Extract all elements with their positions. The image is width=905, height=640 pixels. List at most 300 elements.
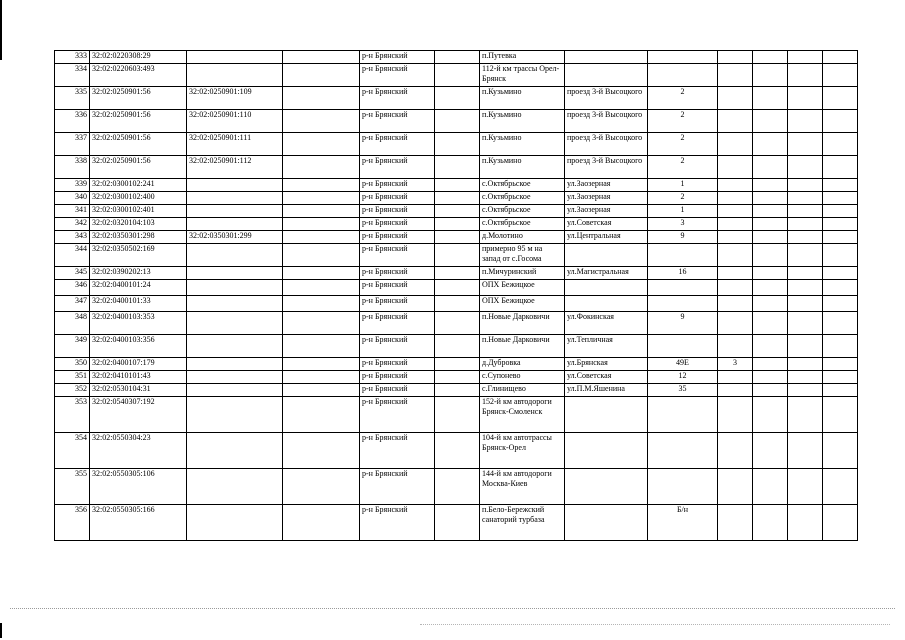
blank-cell (753, 469, 788, 505)
cadastral-number: 32:02:0390202:13 (90, 267, 187, 280)
blank-cell (823, 384, 858, 397)
blank-cell (283, 335, 360, 358)
building-number (718, 384, 753, 397)
blank-cell (753, 156, 788, 179)
table-row (55, 218, 858, 231)
locality: п.Новые Дарковичи (480, 335, 565, 358)
house-number (648, 469, 718, 505)
cadastral-number: 32:02:0300102:241 (90, 179, 187, 192)
district: р-н Брянский (360, 51, 435, 64)
street: ул.Заозерная (565, 179, 648, 192)
blank-cell (823, 267, 858, 280)
blank-cell (788, 433, 823, 469)
building-number (718, 179, 753, 192)
blank-cell (283, 179, 360, 192)
district: р-н Брянский (360, 133, 435, 156)
blank-cell (283, 64, 360, 87)
scan-noise-line-2 (420, 624, 890, 625)
related-cadastral-number: 32:02:0350301:299 (187, 231, 283, 244)
blank-cell (283, 205, 360, 218)
blank-cell (753, 371, 788, 384)
street: ул.Заозерная (565, 205, 648, 218)
blank-cell (435, 335, 480, 358)
blank-cell (788, 179, 823, 192)
table-row (55, 179, 858, 192)
table-row (55, 280, 858, 296)
row-number: 340 (55, 192, 90, 205)
table-row (55, 371, 858, 384)
locality: примерно 95 м на запад от с.Госома (480, 244, 565, 267)
table-row (55, 312, 858, 335)
blank-cell (823, 358, 858, 371)
building-number (718, 205, 753, 218)
blank-cell (435, 296, 480, 312)
district: р-н Брянский (360, 358, 435, 371)
table-row (55, 133, 858, 156)
locality: п.Новые Дарковичи (480, 312, 565, 335)
blank-cell (823, 335, 858, 358)
related-cadastral-number (187, 397, 283, 433)
related-cadastral-number: 32:02:0250901:109 (187, 87, 283, 110)
blank-cell (435, 505, 480, 541)
blank-cell (823, 179, 858, 192)
cadastral-number: 32:02:0220308:29 (90, 51, 187, 64)
district: р-н Брянский (360, 335, 435, 358)
street (565, 64, 648, 87)
cadastral-number: 32:02:0250901:56 (90, 133, 187, 156)
blank-cell (823, 397, 858, 433)
blank-cell (823, 469, 858, 505)
street (565, 505, 648, 541)
blank-cell (753, 51, 788, 64)
street: ул.Брянская (565, 358, 648, 371)
blank-cell (753, 133, 788, 156)
blank-cell (788, 64, 823, 87)
street (565, 469, 648, 505)
related-cadastral-number (187, 505, 283, 541)
row-number: 336 (55, 110, 90, 133)
district: р-н Брянский (360, 110, 435, 133)
cadastral-number: 32:02:0400101:24 (90, 280, 187, 296)
blank-cell (283, 312, 360, 335)
house-number: 12 (648, 371, 718, 384)
cadastral-number: 32:02:0530104:31 (90, 384, 187, 397)
blank-cell (753, 505, 788, 541)
row-number: 353 (55, 397, 90, 433)
row-number: 349 (55, 335, 90, 358)
blank-cell (823, 371, 858, 384)
blank-cell (753, 296, 788, 312)
blank-cell (435, 244, 480, 267)
blank-cell (788, 267, 823, 280)
blank-cell (753, 312, 788, 335)
house-number (648, 397, 718, 433)
locality: п.Кузьмино (480, 110, 565, 133)
blank-cell (823, 133, 858, 156)
cadastral-number: 32:02:0300102:401 (90, 205, 187, 218)
related-cadastral-number (187, 244, 283, 267)
table-row (55, 156, 858, 179)
blank-cell (435, 433, 480, 469)
district: р-н Брянский (360, 505, 435, 541)
table-row (55, 231, 858, 244)
blank-cell (788, 469, 823, 505)
cadastral-number: 32:02:0300102:400 (90, 192, 187, 205)
house-number: 1 (648, 205, 718, 218)
street (565, 51, 648, 64)
blank-cell (283, 192, 360, 205)
table-row (55, 384, 858, 397)
street (565, 296, 648, 312)
building-number (718, 296, 753, 312)
blank-cell (283, 244, 360, 267)
table-row (55, 296, 858, 312)
building-number (718, 312, 753, 335)
row-number: 348 (55, 312, 90, 335)
blank-cell (753, 205, 788, 218)
related-cadastral-number (187, 51, 283, 64)
blank-cell (823, 192, 858, 205)
blank-cell (788, 156, 823, 179)
district: р-н Брянский (360, 231, 435, 244)
table-row (55, 433, 858, 469)
locality: с.Октябрьское (480, 192, 565, 205)
district: р-н Брянский (360, 218, 435, 231)
blank-cell (435, 280, 480, 296)
blank-cell (823, 205, 858, 218)
blank-cell (435, 133, 480, 156)
blank-cell (753, 87, 788, 110)
house-number: 2 (648, 156, 718, 179)
locality: п.Путевка (480, 51, 565, 64)
blank-cell (753, 358, 788, 371)
scan-edge-mark-top (0, 0, 2, 60)
street: ул.Советская (565, 218, 648, 231)
district: р-н Брянский (360, 64, 435, 87)
cadastral-number: 32:02:0550305:106 (90, 469, 187, 505)
house-number: 1 (648, 179, 718, 192)
locality: д.Дубровка (480, 358, 565, 371)
row-number: 338 (55, 156, 90, 179)
blank-cell (435, 218, 480, 231)
related-cadastral-number (187, 358, 283, 371)
house-number (648, 335, 718, 358)
district: р-н Брянский (360, 469, 435, 505)
blank-cell (435, 469, 480, 505)
house-number (648, 244, 718, 267)
blank-cell (283, 505, 360, 541)
blank-cell (283, 110, 360, 133)
row-number: 351 (55, 371, 90, 384)
blank-cell (788, 505, 823, 541)
related-cadastral-number (187, 384, 283, 397)
building-number (718, 505, 753, 541)
table-row (55, 205, 858, 218)
street: проезд 3-й Высоцкого (565, 133, 648, 156)
blank-cell (753, 218, 788, 231)
row-number: 344 (55, 244, 90, 267)
district: р-н Брянский (360, 312, 435, 335)
blank-cell (823, 433, 858, 469)
district: р-н Брянский (360, 244, 435, 267)
cadastral-number: 32:02:0350502:169 (90, 244, 187, 267)
locality: 152-й км автодороги Брянск-Смоленск (480, 397, 565, 433)
locality: п.Кузьмино (480, 87, 565, 110)
cadastral-number: 32:02:0250901:56 (90, 110, 187, 133)
district: р-н Брянский (360, 192, 435, 205)
street (565, 397, 648, 433)
blank-cell (283, 371, 360, 384)
blank-cell (823, 51, 858, 64)
row-number: 339 (55, 179, 90, 192)
related-cadastral-number: 32:02:0250901:110 (187, 110, 283, 133)
table-row (55, 87, 858, 110)
row-number: 355 (55, 469, 90, 505)
blank-cell (435, 110, 480, 133)
locality: п.Бело-Бережский санаторий турбаза (480, 505, 565, 541)
related-cadastral-number: 32:02:0250901:111 (187, 133, 283, 156)
district: р-н Брянский (360, 87, 435, 110)
related-cadastral-number (187, 371, 283, 384)
blank-cell (283, 156, 360, 179)
building-number: 3 (718, 358, 753, 371)
building-number (718, 469, 753, 505)
row-number: 337 (55, 133, 90, 156)
locality: с.Супонево (480, 371, 565, 384)
locality: с.Глинищево (480, 384, 565, 397)
blank-cell (283, 231, 360, 244)
locality: п.Кузьмино (480, 133, 565, 156)
house-number (648, 64, 718, 87)
blank-cell (823, 87, 858, 110)
house-number: 35 (648, 384, 718, 397)
blank-cell (753, 192, 788, 205)
blank-cell (435, 179, 480, 192)
blank-cell (788, 280, 823, 296)
blank-cell (823, 110, 858, 133)
row-number: 347 (55, 296, 90, 312)
blank-cell (823, 280, 858, 296)
street (565, 433, 648, 469)
blank-cell (823, 156, 858, 179)
building-number (718, 192, 753, 205)
table-row (55, 358, 858, 371)
district: р-н Брянский (360, 384, 435, 397)
house-number: 16 (648, 267, 718, 280)
house-number: 9 (648, 312, 718, 335)
blank-cell (788, 192, 823, 205)
cadastral-number: 32:02:0320104:103 (90, 218, 187, 231)
row-number: 343 (55, 231, 90, 244)
blank-cell (283, 384, 360, 397)
row-number: 342 (55, 218, 90, 231)
street: ул.Центральная (565, 231, 648, 244)
building-number (718, 244, 753, 267)
locality: ОПХ Бежицкое (480, 296, 565, 312)
street: ул.Заозерная (565, 192, 648, 205)
blank-cell (283, 296, 360, 312)
blank-cell (435, 231, 480, 244)
house-number: 2 (648, 110, 718, 133)
row-number: 341 (55, 205, 90, 218)
related-cadastral-number (187, 64, 283, 87)
blank-cell (788, 296, 823, 312)
district: р-н Брянский (360, 156, 435, 179)
blank-cell (823, 218, 858, 231)
locality: с.Октябрьское (480, 218, 565, 231)
blank-cell (283, 397, 360, 433)
table-row (55, 244, 858, 267)
street: ул.Фокинская (565, 312, 648, 335)
blank-cell (788, 358, 823, 371)
building-number (718, 280, 753, 296)
related-cadastral-number (187, 312, 283, 335)
table-row (55, 335, 858, 358)
row-number: 346 (55, 280, 90, 296)
row-number: 345 (55, 267, 90, 280)
building-number (718, 267, 753, 280)
house-number: 2 (648, 87, 718, 110)
row-number: 356 (55, 505, 90, 541)
blank-cell (823, 312, 858, 335)
cadastral-number: 32:02:0410101:43 (90, 371, 187, 384)
district: р-н Брянский (360, 205, 435, 218)
blank-cell (435, 64, 480, 87)
row-number: 334 (55, 64, 90, 87)
house-number (648, 296, 718, 312)
blank-cell (788, 87, 823, 110)
locality: с.Октябрьское (480, 179, 565, 192)
building-number (718, 231, 753, 244)
locality: п.Мичуринский (480, 267, 565, 280)
building-number (718, 87, 753, 110)
blank-cell (435, 397, 480, 433)
table-row (55, 397, 858, 433)
street (565, 244, 648, 267)
house-number: 3 (648, 218, 718, 231)
cadastral-number: 32:02:0540307:192 (90, 397, 187, 433)
building-number (718, 218, 753, 231)
blank-cell (435, 371, 480, 384)
building-number (718, 110, 753, 133)
district: р-н Брянский (360, 433, 435, 469)
related-cadastral-number (187, 205, 283, 218)
building-number (718, 133, 753, 156)
blank-cell (283, 87, 360, 110)
blank-cell (788, 384, 823, 397)
district: р-н Брянский (360, 179, 435, 192)
cadastral-number: 32:02:0400103:353 (90, 312, 187, 335)
blank-cell (283, 51, 360, 64)
scan-edge-mark-bottom (0, 623, 2, 638)
table-row (55, 469, 858, 505)
blank-cell (283, 469, 360, 505)
blank-cell (435, 267, 480, 280)
blank-cell (753, 397, 788, 433)
house-number: 49Е (648, 358, 718, 371)
building-number (718, 156, 753, 179)
blank-cell (788, 244, 823, 267)
cadastral-number: 32:02:0350301:298 (90, 231, 187, 244)
related-cadastral-number (187, 335, 283, 358)
blank-cell (435, 192, 480, 205)
blank-cell (753, 64, 788, 87)
district: р-н Брянский (360, 296, 435, 312)
blank-cell (435, 358, 480, 371)
locality: 112-й км трассы Орел-Брянск (480, 64, 565, 87)
related-cadastral-number (187, 192, 283, 205)
cadastral-number: 32:02:0550305:166 (90, 505, 187, 541)
table-row (55, 267, 858, 280)
related-cadastral-number (187, 179, 283, 192)
street: проезд 3-й Высоцкого (565, 110, 648, 133)
house-number: 9 (648, 231, 718, 244)
street: проезд 3-й Высоцкого (565, 87, 648, 110)
building-number (718, 397, 753, 433)
cadastral-number: 32:02:0400103:356 (90, 335, 187, 358)
street: ул.Магистральная (565, 267, 648, 280)
blank-cell (788, 397, 823, 433)
row-number: 335 (55, 87, 90, 110)
blank-cell (435, 312, 480, 335)
house-number (648, 280, 718, 296)
blank-cell (823, 244, 858, 267)
district: р-н Брянский (360, 371, 435, 384)
building-number (718, 64, 753, 87)
related-cadastral-number (187, 218, 283, 231)
building-number (718, 51, 753, 64)
table-body (55, 51, 858, 541)
blank-cell (823, 505, 858, 541)
blank-cell (788, 133, 823, 156)
blank-cell (788, 218, 823, 231)
house-number: 2 (648, 133, 718, 156)
blank-cell (753, 335, 788, 358)
street: ул.Советская (565, 371, 648, 384)
scan-noise-line (10, 608, 895, 609)
blank-cell (753, 179, 788, 192)
house-number: Б/н (648, 505, 718, 541)
blank-cell (753, 433, 788, 469)
table-row (55, 64, 858, 87)
row-number: 352 (55, 384, 90, 397)
blank-cell (435, 205, 480, 218)
district: р-н Брянский (360, 397, 435, 433)
blank-cell (788, 335, 823, 358)
blank-cell (753, 110, 788, 133)
table-row (55, 51, 858, 64)
locality: с.Октябрьское (480, 205, 565, 218)
locality: п.Кузьмино (480, 156, 565, 179)
related-cadastral-number: 32:02:0250901:112 (187, 156, 283, 179)
cadastral-register-table (54, 50, 858, 541)
row-number: 350 (55, 358, 90, 371)
cadastral-number: 32:02:0550304:23 (90, 433, 187, 469)
blank-cell (823, 296, 858, 312)
blank-cell (753, 267, 788, 280)
locality: 144-й км автодороги Москва-Киев (480, 469, 565, 505)
blank-cell (435, 384, 480, 397)
related-cadastral-number (187, 296, 283, 312)
street: ул.П.М.Яшенина (565, 384, 648, 397)
blank-cell (283, 218, 360, 231)
blank-cell (788, 110, 823, 133)
blank-cell (788, 205, 823, 218)
table-row (55, 505, 858, 541)
related-cadastral-number (187, 280, 283, 296)
street: проезд 3-й Высоцкого (565, 156, 648, 179)
street (565, 280, 648, 296)
